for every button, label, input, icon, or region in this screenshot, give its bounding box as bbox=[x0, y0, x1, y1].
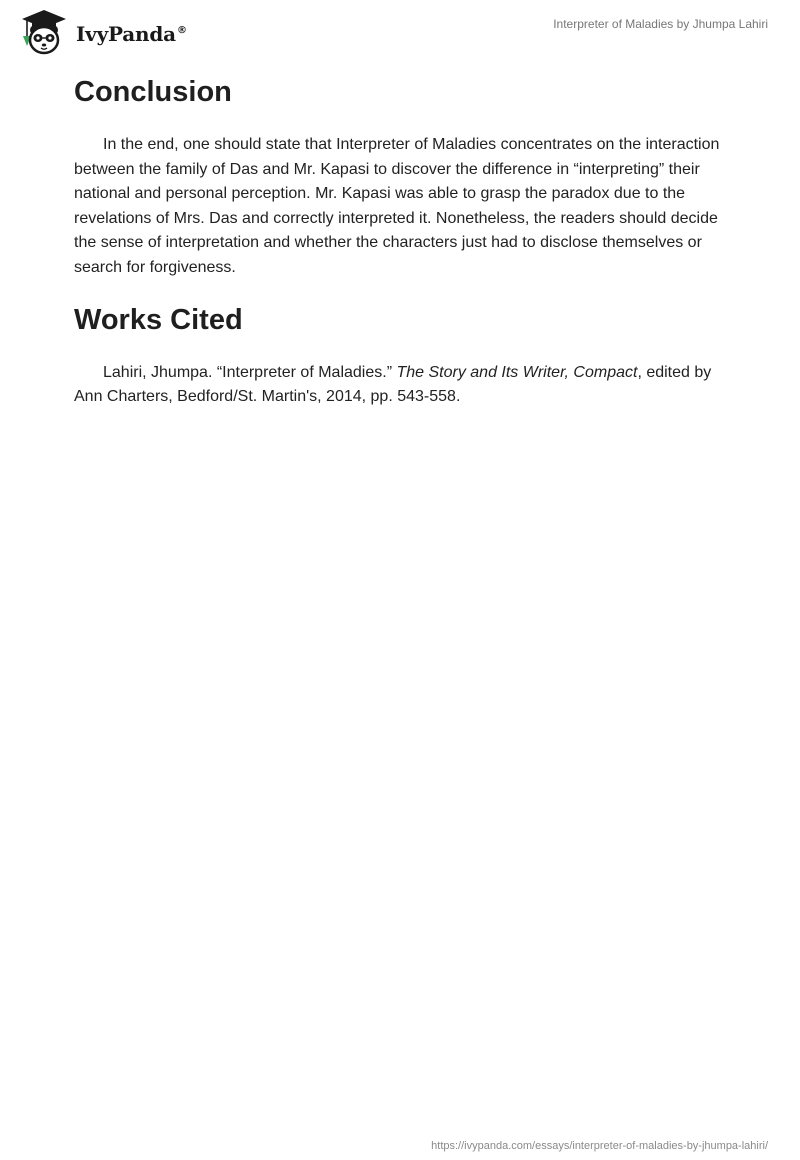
works-cited-heading: Works Cited bbox=[74, 303, 243, 336]
logo-wordmark: IvyPanda® bbox=[76, 22, 187, 46]
citation-book-title: The Story and Its Writer, Compact bbox=[396, 363, 638, 381]
citation-prefix: Lahiri, Jhumpa. “Interpreter of Maladies.” bbox=[103, 363, 397, 381]
panda-graduate-icon bbox=[14, 8, 74, 58]
citation-suffix: , edited by Ann Charters, Bedford/St. Martin's, 2014, pp. 543-558. bbox=[74, 363, 712, 406]
essay-content bbox=[74, 70, 734, 410]
conclusion-paragraph: In the end, one should state that Interpreter of Maladies concentrates on the interaction between the family of Das and Mr. Kapasi to discover the difference in “interpreting” their national and personal perception. Mr. Kapasi was able to grasp the paradox due to the revelations of Mrs. Das and correctly interpreted it. Nonetheless, the readers should decide the sense of interpretation and whether the characters just had to disclose themselves or search for forgiveness. bbox=[74, 136, 720, 276]
footer-url-link[interactable]: https://ivypanda.com/essays/interpreter-of-maladies-by-jhumpa-lahiri/ bbox=[431, 1140, 768, 1152]
conclusion-heading: Conclusion bbox=[74, 76, 232, 108]
running-title: Interpreter of Maladies by Jhumpa Lahiri bbox=[553, 17, 768, 31]
citation-entry bbox=[74, 361, 734, 410]
page-header bbox=[0, 0, 800, 60]
ivypanda-logo[interactable] bbox=[14, 8, 187, 58]
